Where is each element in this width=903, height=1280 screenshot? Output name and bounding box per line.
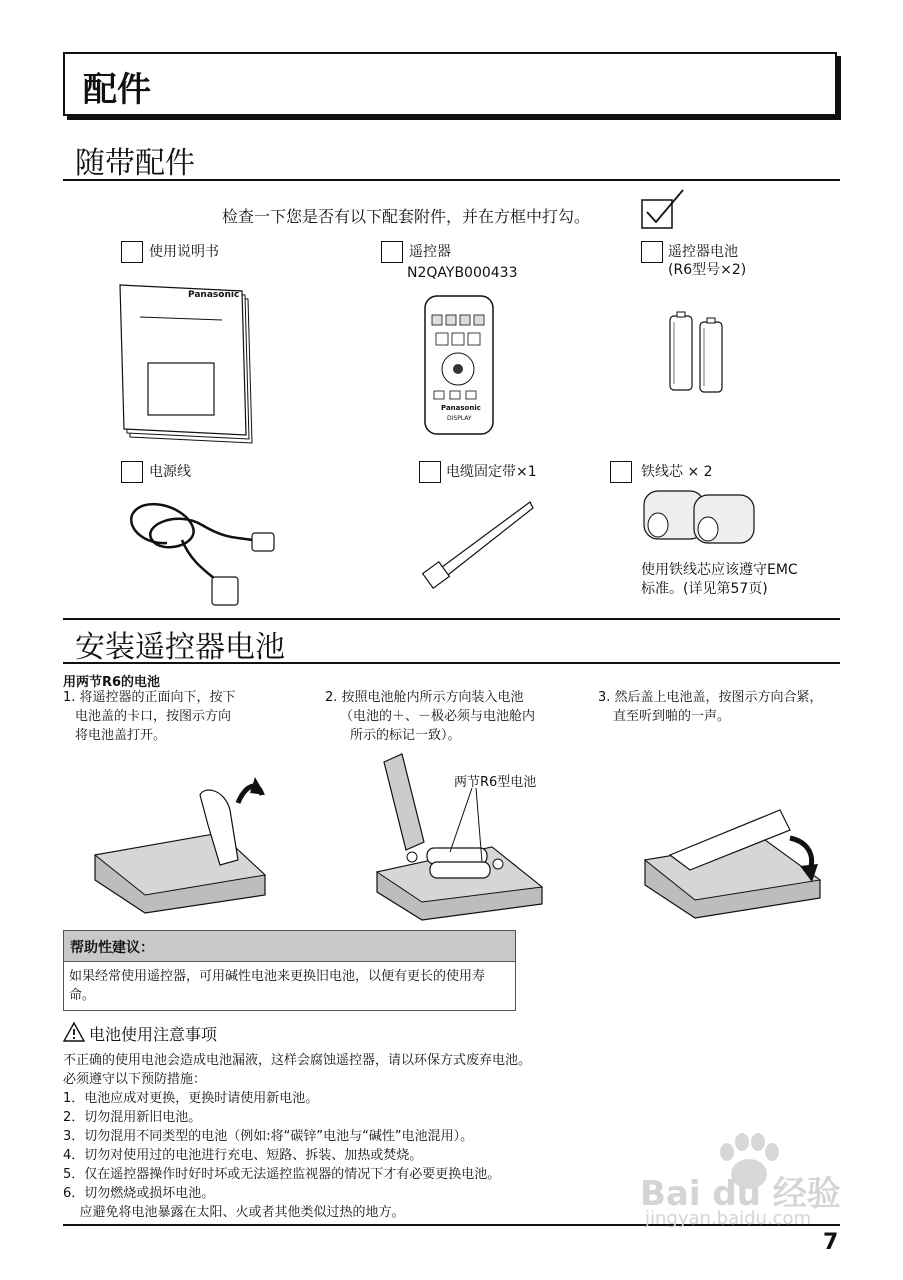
step1-line2: 电池盖的卡口，按图示方向	[75, 709, 232, 724]
section-rule	[63, 662, 840, 664]
checkmark-box-icon	[641, 188, 686, 230]
item-label-power-cord: 电源线	[149, 464, 191, 480]
caution-line: 3．切勿混用不同类型的电池（例如:将“碳锌”电池与“碱性”电池混用）。	[63, 1129, 474, 1144]
step1-line3: 将电池盖打开。	[75, 728, 167, 743]
caution-heading: 电池使用注意事项	[89, 1025, 218, 1044]
section-rule	[63, 618, 840, 620]
remote-display-label: DISPLAY	[447, 415, 472, 422]
chapter-title-box	[63, 52, 837, 116]
warning-triangle-icon	[63, 1022, 85, 1042]
item-label-cable-tie: 电缆固定带×1	[446, 464, 537, 480]
tips-heading: 帮助性建议：	[70, 940, 154, 956]
checkbox-power-cord[interactable]	[121, 461, 143, 483]
checkbox-cable-tie[interactable]	[419, 461, 441, 483]
item-label-ferrite-core: 铁线芯 × 2	[641, 464, 713, 480]
manual-brand: Panasonic	[188, 290, 240, 300]
watermark-url: jingyan.baidu.com	[645, 1208, 812, 1229]
item-label-manual: 使用说明书	[149, 244, 219, 260]
battery-callout: 两节R6型电池	[454, 775, 537, 790]
item-model-remote: N2QAYB000433	[407, 265, 518, 281]
step2-line1: 2. 按照电池舱内所示方向装入电池	[325, 690, 524, 705]
item-label-batteries: 遥控器电池	[668, 244, 738, 260]
remote-brand: Panasonic	[441, 404, 481, 412]
caution-line: 必须遵守以下预防措施：	[63, 1072, 207, 1087]
caution-line: 5．仅在遥控器操作时好时坏或无法遥控监视器的情况下才有必要更换电池。	[63, 1167, 501, 1182]
section-rule	[63, 179, 840, 181]
watermark-brand: Bai du 经验	[640, 1174, 841, 1214]
tips-box	[63, 961, 516, 1011]
page-number: 7	[823, 1230, 839, 1255]
battery-subheading: 用两节R6的电池	[63, 675, 161, 690]
chapter-title: 配件	[83, 70, 151, 110]
ferrite-note-line1: 使用铁线芯应该遵守EMC	[641, 562, 798, 578]
tips-header	[63, 930, 516, 961]
step3-line2: 直至听到啪的一声。	[613, 709, 731, 724]
section-heading-batteries: 安装遥控器电池	[75, 630, 285, 665]
cable-tie-icon	[420, 500, 535, 590]
section-heading-accessories: 随带配件	[75, 146, 195, 181]
instruction-text: 检查一下您是否有以下配套附件，并在方框中打勾。	[222, 207, 591, 226]
checkbox-manual[interactable]	[121, 241, 143, 263]
remote-open-cover-illustration	[90, 765, 270, 915]
checkbox-batteries[interactable]	[641, 241, 663, 263]
remote-close-cover-illustration	[640, 800, 825, 920]
caution-line: 不正确的使用电池会造成电池漏液，这样会腐蚀遥控器，请以环保方式废弃电池。	[63, 1053, 532, 1068]
step2-line2: （电池的＋、－极必须与电池舱内	[340, 709, 536, 724]
step2-line3: 所示的标记一致）。	[350, 728, 461, 743]
ferrite-core-icon	[640, 485, 760, 550]
item-label-remote: 遥控器	[409, 244, 451, 260]
step3-line1: 3. 然后盖上电池盖，按图示方向合紧，	[598, 690, 823, 705]
checkbox-ferrite-core[interactable]	[610, 461, 632, 483]
caution-line: 1．电池应成对更换，更换时请使用新电池。	[63, 1091, 319, 1106]
ferrite-note-line2: 标准。(详见第57页)	[641, 581, 768, 597]
manual-book-icon	[120, 285, 255, 445]
power-cord-icon	[122, 495, 282, 610]
caution-line: 应避免将电池暴露在太阳、火或者其他类似过热的地方。	[63, 1205, 405, 1220]
caution-line: 6．切勿燃烧或损坏电池。	[63, 1186, 215, 1201]
item-spec-batteries: (R6型号×2)	[668, 262, 747, 278]
tips-body-text: 如果经常使用遥控器，可用碱性电池来更换旧电池，以便有更长的使用寿命。	[69, 969, 486, 1003]
caution-line: 2．切勿混用新旧电池。	[63, 1110, 202, 1125]
checkbox-remote[interactable]	[381, 241, 403, 263]
step1-line1: 1. 将遥控器的正面向下，按下	[63, 690, 236, 705]
remote-control-icon	[424, 295, 494, 435]
battery-icon	[668, 308, 728, 393]
caution-line: 4．切勿对使用过的电池进行充电、短路、拆装、加热或焚烧。	[63, 1148, 423, 1163]
